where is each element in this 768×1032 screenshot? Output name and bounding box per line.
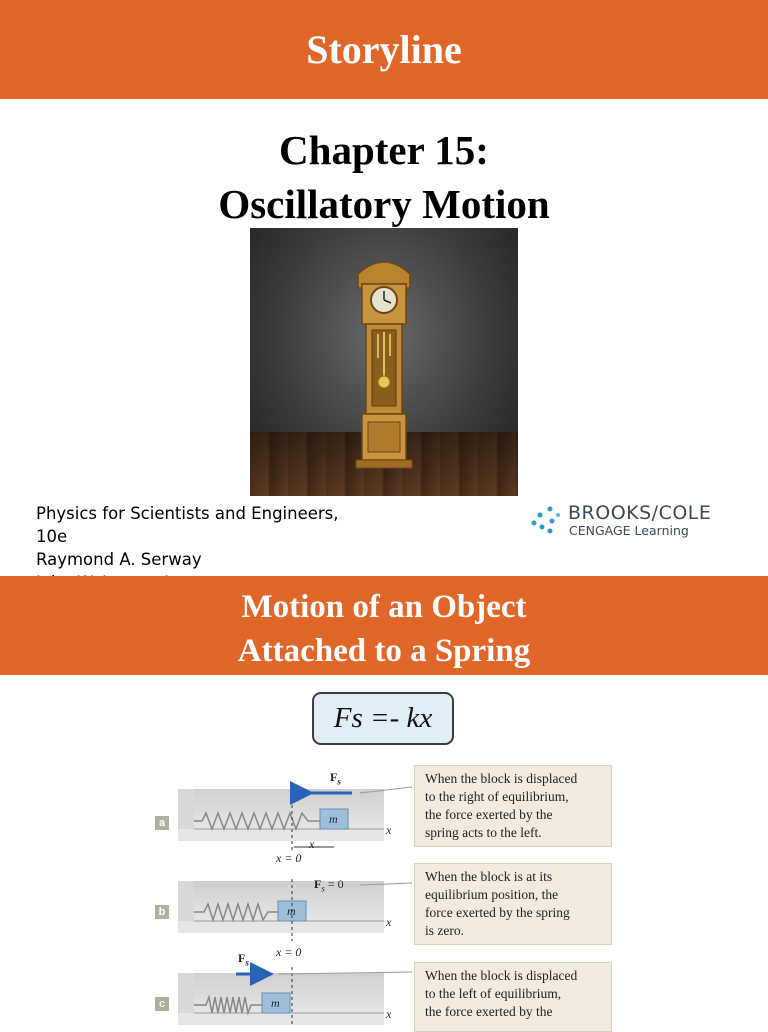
publisher-name: BROOKS/COLE [568,502,712,524]
spring-slide [0,675,768,1024]
panel-b-block-label: m [287,904,296,918]
book-title-line1: Physics for Scientists and Engineers, [36,504,339,523]
slide2-header-line1: Motion of an Object [241,589,527,625]
panel-b-axis-label: x [386,915,392,929]
panel-a-axis-label: x [386,823,392,837]
panel-a-equilibrium-label: x = 0 [276,851,302,865]
caption-panel-b: When the block is at its equilibrium position, the force exerted by the spring is zero. [414,863,612,945]
panel-a-force-label: $F_s$ [330,770,341,787]
panel-b-force-label: $F_s = 0$ [314,877,344,894]
chapter-title [0,123,768,231]
caption-panel-c: When the block is displaced to the left of equilibrium, the force exerted by the [414,962,612,1032]
spring-diagram [0,675,768,1024]
panel-a-diagram [178,787,412,853]
panel-c-axis-label: x [386,1007,392,1021]
book-author1: Raymond A. Serway [36,550,202,569]
book-title-line2: 10e [36,527,68,546]
panel-c-force-label: $F_s$ [238,951,249,968]
panel-b-label: b [155,905,169,919]
grandfather-clock-photo [250,228,518,496]
slide2-header-line2: Attached to a Spring [237,633,531,669]
panel-a-label: a [155,816,169,830]
chapter-title-line2: Oscillatory Motion [218,181,550,227]
formula-text: Fs =- kx [333,702,433,734]
panel-c-diagram [178,967,412,1025]
slide1-header-banner [0,0,768,99]
title-slide [0,99,768,576]
chapter-title-line1: Chapter 15: [279,127,489,173]
panel-a-block-label: m [329,812,338,826]
grandfather-clock-icon [250,228,518,496]
slide1-header-text: Storyline [306,27,462,72]
cengage-logo-icon [528,501,564,537]
caption-panel-a: When the block is displaced to the right of equilibrium, the force exerted by the spring acts to the left. [414,765,612,847]
panel-c-block-label: m [271,996,280,1010]
publisher-subtitle: CENGAGE Learning [569,523,689,538]
panel-c-equilibrium-label: x = 0 [276,945,302,959]
slide2-header-banner [0,576,768,675]
panel-c-label: c [155,997,169,1011]
publisher-logo [526,499,716,539]
panel-a-displacement-label: x [309,837,315,851]
